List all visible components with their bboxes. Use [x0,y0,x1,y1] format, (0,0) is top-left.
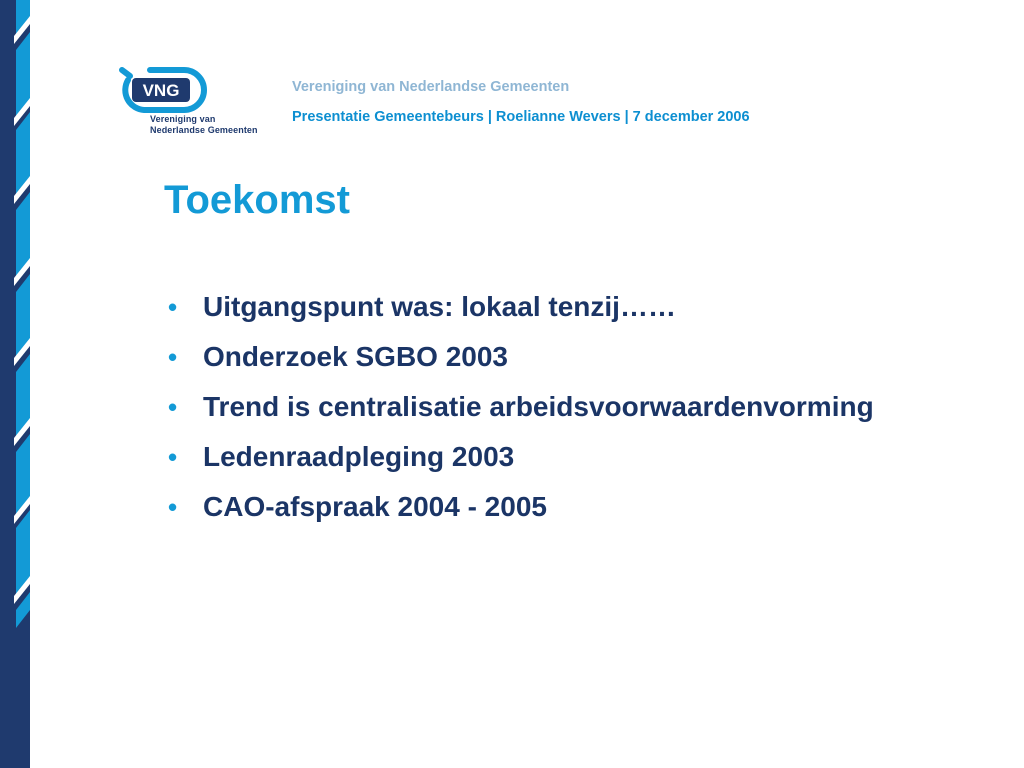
bullet-text: Trend is centralisatie arbeidsvoorwaardenvorming [203,391,874,422]
bullet-item [168,288,968,326]
bullet-icon: • [168,292,178,322]
bullet-text: Onderzoek SGBO 2003 [203,341,509,372]
bullet-icon: • [168,442,178,472]
decorative-side-band [0,0,30,768]
bullet-icon: • [168,342,178,372]
vng-logo-mark [118,66,258,116]
bullet-text: Ledenraadpleging 2003 [203,441,515,472]
bullet-item [168,438,968,476]
logo-subtext-line1: Vereniging van [150,114,216,124]
header-presentation: Presentatie Gemeentebeurs | Roelianne Wevers | 7 december 2006 [292,109,750,125]
bullet-text: Uitgangspunt was: lokaal tenzij…… [203,291,676,322]
bullet-item [168,338,968,376]
bullet-icon: • [168,492,178,522]
vng-logo-mark-text: VNG [142,81,180,100]
bullet-icon: • [168,392,178,422]
bullet-item [168,388,968,426]
header-organization: Vereniging van Nederlandse Gemeenten [292,79,570,95]
slide-title: Toekomst [164,178,350,222]
bullet-item [168,488,968,526]
logo-subtext [150,114,258,136]
logo-subtext-line2: Nederlandse Gemeenten [150,125,258,135]
bullet-text: CAO-afspraak 2004 - 2005 [203,491,547,522]
bullet-list [168,288,968,538]
